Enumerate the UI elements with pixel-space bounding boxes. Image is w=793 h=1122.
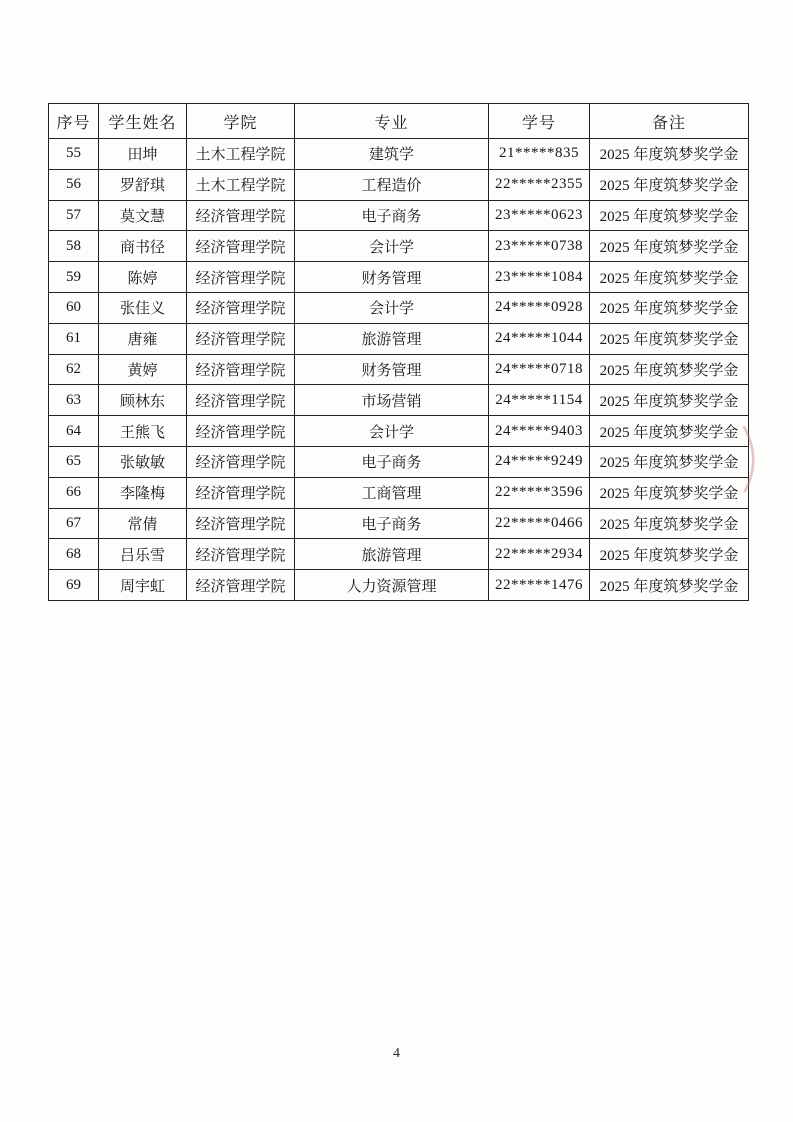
cell-name: 顾林东 [99, 385, 187, 416]
cell-remark: 2025 年度筑梦奖学金 [590, 292, 749, 323]
cell-student_id: 24*****0718 [489, 354, 590, 385]
cell-no: 65 [49, 446, 99, 477]
cell-major: 建筑学 [295, 139, 489, 170]
cell-college: 经济管理学院 [187, 262, 295, 293]
cell-college: 经济管理学院 [187, 323, 295, 354]
cell-major: 财务管理 [295, 354, 489, 385]
table-header-row [49, 104, 749, 139]
cell-major: 财务管理 [295, 262, 489, 293]
cell-major: 会计学 [295, 416, 489, 447]
cell-college: 经济管理学院 [187, 477, 295, 508]
cell-major: 电子商务 [295, 446, 489, 477]
table-body [49, 139, 749, 601]
table-row [49, 323, 749, 354]
cell-college: 经济管理学院 [187, 292, 295, 323]
table-row [49, 292, 749, 323]
table-row [49, 477, 749, 508]
cell-college: 经济管理学院 [187, 446, 295, 477]
cell-student_id: 24*****9403 [489, 416, 590, 447]
cell-college: 经济管理学院 [187, 539, 295, 570]
cell-name: 常倩 [99, 508, 187, 539]
cell-no: 66 [49, 477, 99, 508]
cell-college: 经济管理学院 [187, 231, 295, 262]
cell-name: 陈婷 [99, 262, 187, 293]
cell-college: 经济管理学院 [187, 570, 295, 601]
cell-student_id: 22*****1476 [489, 570, 590, 601]
cell-no: 56 [49, 169, 99, 200]
cell-student_id: 23*****1084 [489, 262, 590, 293]
table-row [49, 570, 749, 601]
cell-no: 60 [49, 292, 99, 323]
cell-college: 土木工程学院 [187, 139, 295, 170]
cell-name: 田坤 [99, 139, 187, 170]
cell-remark: 2025 年度筑梦奖学金 [590, 139, 749, 170]
cell-remark: 2025 年度筑梦奖学金 [590, 323, 749, 354]
cell-remark: 2025 年度筑梦奖学金 [590, 570, 749, 601]
cell-no: 58 [49, 231, 99, 262]
table-row [49, 354, 749, 385]
cell-major: 会计学 [295, 231, 489, 262]
cell-name: 罗舒琪 [99, 169, 187, 200]
cell-major: 人力资源管理 [295, 570, 489, 601]
cell-no: 61 [49, 323, 99, 354]
cell-name: 张佳义 [99, 292, 187, 323]
table-row [49, 231, 749, 262]
column-header-student_id: 学号 [489, 104, 590, 139]
cell-name: 王熊飞 [99, 416, 187, 447]
cell-remark: 2025 年度筑梦奖学金 [590, 169, 749, 200]
cell-student_id: 24*****1044 [489, 323, 590, 354]
table-row [49, 139, 749, 170]
cell-no: 64 [49, 416, 99, 447]
cell-remark: 2025 年度筑梦奖学金 [590, 354, 749, 385]
cell-major: 工商管理 [295, 477, 489, 508]
cell-student_id: 22*****2355 [489, 169, 590, 200]
cell-major: 工程造价 [295, 169, 489, 200]
column-header-college: 学院 [187, 104, 295, 139]
column-header-no: 序号 [49, 104, 99, 139]
cell-remark: 2025 年度筑梦奖学金 [590, 446, 749, 477]
column-header-name: 学生姓名 [99, 104, 187, 139]
cell-name: 张敏敏 [99, 446, 187, 477]
cell-no: 68 [49, 539, 99, 570]
page-number: 4 [393, 1046, 400, 1061]
cell-no: 69 [49, 570, 99, 601]
table-row [49, 508, 749, 539]
table-row [49, 385, 749, 416]
cell-major: 旅游管理 [295, 323, 489, 354]
cell-college: 经济管理学院 [187, 508, 295, 539]
cell-remark: 2025 年度筑梦奖学金 [590, 231, 749, 262]
table-row [49, 539, 749, 570]
cell-college: 经济管理学院 [187, 416, 295, 447]
cell-remark: 2025 年度筑梦奖学金 [590, 200, 749, 231]
table-row [49, 169, 749, 200]
cell-name: 唐雍 [99, 323, 187, 354]
cell-major: 会计学 [295, 292, 489, 323]
cell-name: 周宇虹 [99, 570, 187, 601]
cell-student_id: 24*****0928 [489, 292, 590, 323]
cell-student_id: 22*****0466 [489, 508, 590, 539]
scholarship-table [48, 103, 749, 601]
cell-college: 经济管理学院 [187, 200, 295, 231]
column-header-major: 专业 [295, 104, 489, 139]
cell-remark: 2025 年度筑梦奖学金 [590, 539, 749, 570]
cell-college: 经济管理学院 [187, 385, 295, 416]
cell-name: 李隆梅 [99, 477, 187, 508]
cell-no: 59 [49, 262, 99, 293]
cell-student_id: 23*****0738 [489, 231, 590, 262]
cell-student_id: 23*****0623 [489, 200, 590, 231]
cell-name: 吕乐雪 [99, 539, 187, 570]
cell-remark: 2025 年度筑梦奖学金 [590, 416, 749, 447]
table-row [49, 446, 749, 477]
cell-college: 土木工程学院 [187, 169, 295, 200]
cell-no: 62 [49, 354, 99, 385]
cell-student_id: 22*****3596 [489, 477, 590, 508]
cell-name: 商书径 [99, 231, 187, 262]
cell-remark: 2025 年度筑梦奖学金 [590, 508, 749, 539]
cell-remark: 2025 年度筑梦奖学金 [590, 385, 749, 416]
column-header-remark: 备注 [590, 104, 749, 139]
cell-name: 莫文慧 [99, 200, 187, 231]
cell-student_id: 21*****835 [489, 139, 590, 170]
table-row [49, 416, 749, 447]
cell-student_id: 22*****2934 [489, 539, 590, 570]
cell-major: 电子商务 [295, 508, 489, 539]
cell-college: 经济管理学院 [187, 354, 295, 385]
cell-major: 旅游管理 [295, 539, 489, 570]
cell-no: 67 [49, 508, 99, 539]
cell-major: 市场营销 [295, 385, 489, 416]
cell-no: 57 [49, 200, 99, 231]
cell-remark: 2025 年度筑梦奖学金 [590, 262, 749, 293]
cell-remark: 2025 年度筑梦奖学金 [590, 477, 749, 508]
cell-no: 63 [49, 385, 99, 416]
cell-major: 电子商务 [295, 200, 489, 231]
cell-name: 黄婷 [99, 354, 187, 385]
table-row [49, 262, 749, 293]
table-row [49, 200, 749, 231]
cell-no: 55 [49, 139, 99, 170]
cell-student_id: 24*****9249 [489, 446, 590, 477]
cell-student_id: 24*****1154 [489, 385, 590, 416]
